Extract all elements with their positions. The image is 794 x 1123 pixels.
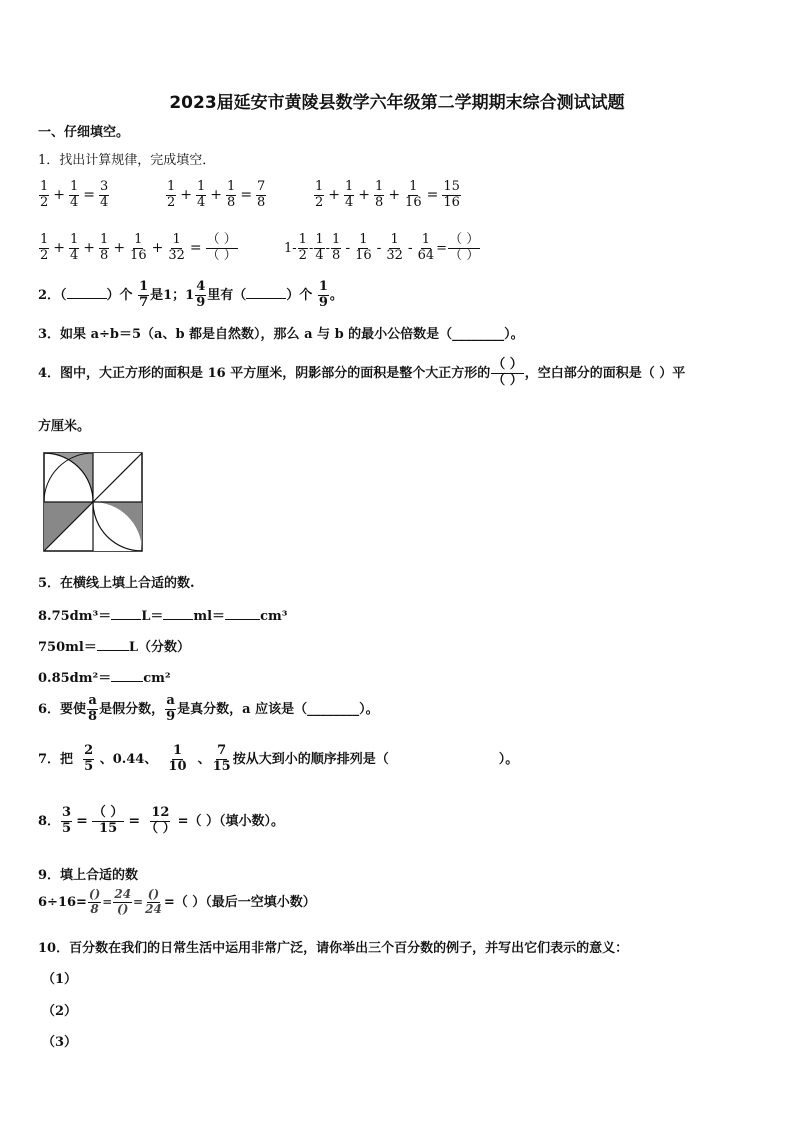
q1-row1-eq3: $\frac{1}{2}$ + $\frac{1}{4}$ + $\frac{1}{8}$ + $\frac{1}{16}$ = $\frac{15}{16}$: [315, 179, 460, 210]
question-2: 2．（ ）个 $\frac{1}{7}$ 是1；1 $\frac{4}{9}$ 里有（ ）个 $\frac{1}{9}$ 。: [38, 279, 343, 310]
answer-fraction-blank[interactable]: $\frac{( )}{15}$: [92, 805, 124, 836]
answer-blank[interactable]: [225, 608, 260, 620]
answer-blank[interactable]: [67, 287, 107, 299]
page-title: 2023届延安市黄陵县数学六年级第二学期期末综合测试试题: [169, 93, 625, 113]
question-5-line-2: 750ml＝ L（分数）: [38, 640, 190, 655]
question-9-equation: 6÷16= $\frac{()}{8}$ = $\frac{24}{()}$ = $\frac{()}{24}$ =（ ）（最后一空填小数）: [38, 887, 316, 916]
answer-fraction-blank[interactable]: $\frac{( )}{( )}$: [206, 232, 237, 263]
section-heading: 一、仔细填空。: [38, 125, 130, 140]
answer-fraction-blank[interactable]: $\frac{( )}{( )}$: [449, 232, 480, 263]
answer-fraction-blank[interactable]: $\frac{12}{( )}$: [145, 805, 176, 836]
question-4-continued: 方厘米。: [38, 419, 91, 434]
question-1-label: 1．找出计算规律，完成填空．: [38, 153, 216, 168]
answer-blank[interactable]: [111, 670, 143, 682]
q1-row1-eq1: $\frac{1}{2}$ + $\frac{1}{4}$ = $\frac{3}{4}$: [40, 179, 109, 210]
question-6: 6．要使 $\frac{a}{8}$ 是假分数， $\frac{a}{9}$ 是真分数，a 应该是（________）。: [38, 693, 379, 724]
answer-item-1[interactable]: （1）: [42, 972, 78, 987]
q1-row2-eq2: 1- $\frac{1}{2}$ - $\frac{1}{4}$ - $\frac{1}{8}$ - $\frac{1}{16}$ - $\frac{1}{32}$ - $\frac{1}{64}$ = $\frac{( )}{( )}$: [284, 232, 480, 263]
answer-fraction-blank[interactable]: $\frac{( )}{( )}$: [492, 357, 523, 388]
answer-item-2[interactable]: （2）: [42, 1004, 78, 1019]
question-8: 8． $\frac{3}{5}$ = $\frac{( )}{15}$ = $\frac{12}{( )}$ =（ ）（填小数）。: [38, 805, 285, 836]
q1-row2-eq1: $\frac{1}{2}$ + $\frac{1}{4}$ + $\frac{1}{8}$ + $\frac{1}{16}$ + $\frac{1}{32}$ = $\frac{( )}{( )}$: [40, 232, 237, 263]
question-4: 4．图中，大正方形的面积是 16 平方厘米，阴影部分的面积是整个大正方形的 $\frac{( )}{( )}$ ，空白部分的面积是（ ）平: [38, 357, 686, 388]
square-figure: [43, 452, 143, 552]
question-5-line-3: 0.85dm²＝ cm²: [38, 671, 171, 686]
question-3: 3．如果 a÷b＝5（a、b 都是自然数），那么 a 与 b 的最小公倍数是（________）。: [38, 327, 524, 342]
q1-row1-eq2: $\frac{1}{2}$ + $\frac{1}{4}$ + $\frac{1}{8}$ = $\frac{7}{8}$: [167, 179, 266, 210]
answer-blank[interactable]: [97, 639, 129, 651]
answer-blank[interactable]: [246, 287, 286, 299]
question-10: 10．百分数在我们的日常生活中运用非常广泛，请你举出三个百分数的例子，并写出它们表示的意义：: [38, 941, 629, 956]
answer-item-3[interactable]: （3）: [42, 1035, 78, 1050]
question-9-label: 9．填上合适的数: [38, 868, 139, 883]
answer-blank[interactable]: [163, 608, 193, 620]
question-5-label: 5．在横线上填上合适的数.: [38, 576, 195, 591]
question-5-line-1: 8.75dm³＝ L＝ ml＝ cm³: [38, 609, 288, 624]
answer-blank[interactable]: [111, 608, 141, 620]
question-7: 7．把 $\frac{2}{5}$ 、0.44、 $\frac{1}{10}$ 、 $\frac{7}{15}$ 按从大到小的顺序排列是（ ）。: [38, 743, 519, 774]
